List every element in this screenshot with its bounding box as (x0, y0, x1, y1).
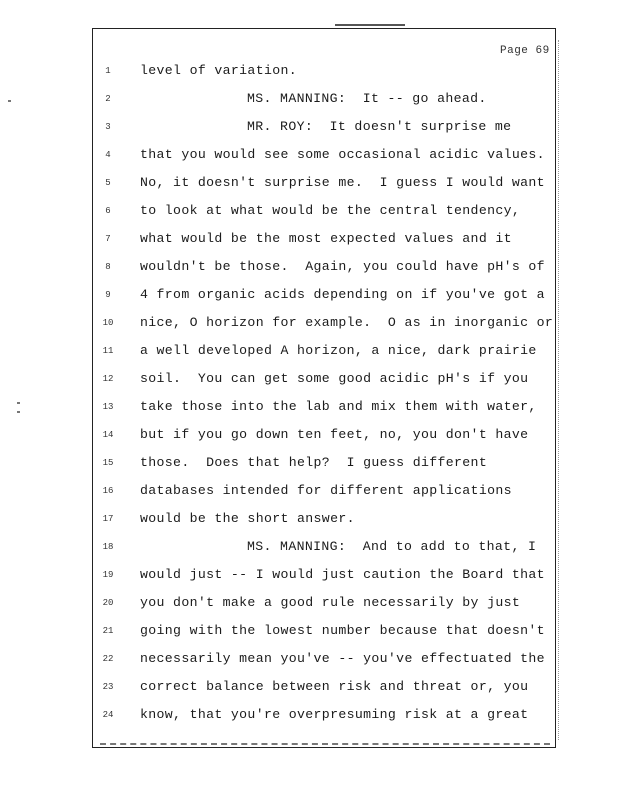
line-text: level of variation. (140, 63, 298, 78)
line-number: 8 (105, 262, 111, 272)
line-text: but if you go down ten feet, no, you don't have (140, 427, 529, 442)
transcript-line (0, 230, 618, 248)
line-text: MS. MANNING: And to add to that, I (247, 539, 537, 554)
line-number: 10 (102, 318, 114, 328)
transcript-line (0, 398, 618, 416)
line-text: take those into the lab and mix them with water, (140, 399, 537, 414)
line-number: 1 (105, 66, 111, 76)
line-text: nice, O horizon for example. O as in inorganic or (140, 315, 554, 330)
line-number: 24 (102, 710, 114, 720)
transcript-line (0, 258, 618, 276)
line-text: wouldn't be those. Again, you could have pH's of (140, 259, 545, 274)
line-number: 23 (102, 682, 114, 692)
line-number: 18 (102, 542, 114, 552)
transcript-line (0, 594, 618, 612)
transcript-line (0, 370, 618, 388)
transcript-line (0, 90, 618, 108)
line-number: 9 (105, 290, 111, 300)
line-number: 22 (102, 654, 114, 664)
line-number: 3 (105, 122, 111, 132)
transcript-line (0, 482, 618, 500)
line-number: 16 (102, 486, 114, 496)
transcript-line (0, 706, 618, 724)
transcript-line (0, 566, 618, 584)
transcript-line (0, 286, 618, 304)
line-text: a well developed A horizon, a nice, dark prairie (140, 343, 537, 358)
line-text: what would be the most expected values and it (140, 231, 512, 246)
transcript-line (0, 426, 618, 444)
line-text: 4 from organic acids depending on if you've got a (140, 287, 545, 302)
line-number: 4 (105, 150, 111, 160)
line-number: 11 (102, 346, 114, 356)
line-text: know, that you're overpresuming risk at a great (140, 707, 529, 722)
line-number: 2 (105, 94, 111, 104)
line-text: databases intended for different applications (140, 483, 512, 498)
line-text: necessarily mean you've -- you've effectuated the (140, 651, 545, 666)
line-text: would be the short answer. (140, 511, 355, 526)
line-number: 13 (102, 402, 114, 412)
line-text: correct balance between risk and threat or, you (140, 679, 529, 694)
page-number: Page 69 (500, 45, 550, 57)
transcript-line (0, 342, 618, 360)
line-text: No, it doesn't surprise me. I guess I would want (140, 175, 545, 190)
line-text: would just -- I would just caution the Board that (140, 567, 545, 582)
line-text: MS. MANNING: It -- go ahead. (247, 91, 487, 106)
line-number: 5 (105, 178, 111, 188)
line-number: 19 (102, 570, 114, 580)
line-text: to look at what would be the central tendency, (140, 203, 521, 218)
scan-bottom-noise (100, 743, 550, 745)
line-number: 21 (102, 626, 114, 636)
line-number: 7 (105, 234, 111, 244)
line-text: MR. ROY: It doesn't surprise me (247, 119, 512, 134)
transcript-line (0, 174, 618, 192)
transcript-line (0, 650, 618, 668)
line-number: 14 (102, 430, 114, 440)
line-number: 6 (105, 206, 111, 216)
transcript-line (0, 118, 618, 136)
transcript-line (0, 538, 618, 556)
line-text: going with the lowest number because that doesn't (140, 623, 545, 638)
transcript-page-frame (92, 28, 556, 748)
line-number: 17 (102, 514, 114, 524)
transcript-line (0, 314, 618, 332)
line-text: that you would see some occasional acidic values. (140, 147, 545, 162)
line-text: you don't make a good rule necessarily by just (140, 595, 521, 610)
line-number: 15 (102, 458, 114, 468)
transcript-line (0, 146, 618, 164)
transcript-line (0, 454, 618, 472)
line-number: 12 (102, 374, 114, 384)
transcript-line (0, 622, 618, 640)
line-number: 20 (102, 598, 114, 608)
transcript-line (0, 62, 618, 80)
line-text: soil. You can get some good acidic pH's if you (140, 371, 529, 386)
scan-mark-top (335, 24, 405, 26)
line-text: those. Does that help? I guess different (140, 455, 488, 470)
transcript-line (0, 678, 618, 696)
transcript-line (0, 510, 618, 528)
transcript-line (0, 202, 618, 220)
